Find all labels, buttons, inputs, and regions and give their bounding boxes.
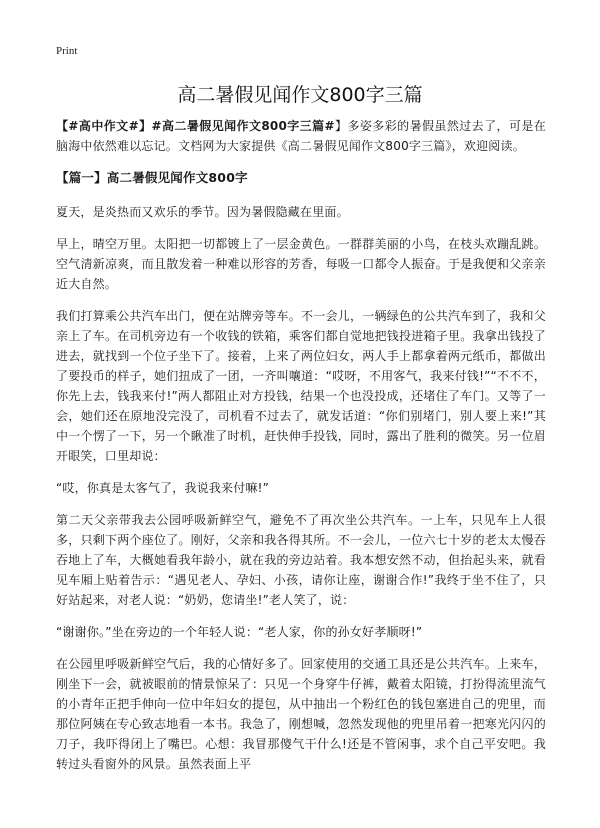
- paragraph: 夏天，是炎热而又欢乐的季节。因为暑假隐藏在里面。: [56, 205, 349, 219]
- intro-tag: 【#高中作文#】: [56, 119, 152, 133]
- intro-text: 】多姿多彩的暑假虽然过去了，可是在脑海中依然难以忘记。文档网为大家提供《高二暑假见闻作文800字三篇》，欢迎阅读。: [56, 119, 547, 153]
- paragraph: 第二天父亲带我去公园呼吸新鲜空气，避免不了再次坐公共汽车。一上车，只见车上人很多，只剩下两个座位了。刚好，父亲和我各得其所。不一会儿，一位六七十岁的老太太慢吞吞地上了车，大概她看我年龄小，就在我的旁边站着。我本想安然不动，但抬起头来，就看见车厢上贴着告示：“遇见老人、孕妇、小孩，请你让座，谢谢合作!”我终于坐不住了，只好站起来，对老人说：“奶奶，您请坐!”老人笑了，说：: [56, 513, 546, 607]
- print-label: Print: [56, 45, 78, 57]
- document-title: 高二暑假见闻作文800字三篇: [177, 84, 423, 106]
- paragraph: 早上，晴空万里。太阳把一切都镀上了一层金黄色。一群群美丽的小鸟，在枝头欢蹦乱跳。空气清新凉爽，而且散发着一种难以形容的芳香，每吸一口都令人振奋。于是我便和父亲亲近大自然。: [56, 237, 546, 291]
- intro-paragraph: [56, 116, 546, 156]
- paragraph: “谢谢你。”坐在旁边的一个年轻人说：“老人家，你的孙女好孝顺呀!”: [56, 625, 423, 639]
- paragraph: “哎，你真是太客气了，我说我来付嘛!”: [56, 481, 270, 495]
- paragraph: 在公园里呼吸新鲜空气后，我的心情好多了。回家使用的交通工具还是公共汽车。上来车，刚坐下一会，就被眼前的情景惊呆了：只见一个身穿牛仔裤，戴着太阳镜，打扮得流里流气的小青年正把手伸向一位中年妇女的提包，从中抽出一个粉红色的钱包塞进自己的兜里，而那位阿姨在专心致志地看一本书。我急了，刚想喊，忽然发现他的兜里吊着一把寒光闪闪的刀子，我吓得闭上了嘴巴。心想：我冒那傻气干什么!还是不管闲事，求个自己平安吧。我转过头看窗外的风景。虽然表面上平: [56, 657, 546, 771]
- document-body: [56, 116, 546, 774]
- section-heading: 【篇一】高二暑假见闻作文800字: [56, 170, 248, 185]
- paragraph: 我们打算乘公共汽车出门，便在站牌旁等车。不一会儿，一辆绿色的公共汽车到了，我和父亲上了车。在司机旁边有一个收钱的铁箱，乘客们都自觉地把钱投进箱子里。我拿出钱投了进去，就找到一个位子坐下了。接着，上来了两位妇女，两人手上都拿着两元纸币，都做出了要投币的样子，她们扭成了一团，一齐叫嚷道：“哎呀，不用客气，我来付钱!”“不不不，你先上去，钱我来付!”两人都阻止对方投钱，结果一个也没投成，还堵住了车门。又等了一会，她们还在原地没完没了，司机看不过去了，就发话道：“你们别堵门，别人要上来!”其中一个愣了一下，另一个瞅准了时机，赶快伸手投钱，同时，露出了胜利的微笑。另一位眉开眼笑，口里却说：: [56, 309, 546, 463]
- intro-link[interactable]: #高二暑假见闻作文800字三篇#: [151, 119, 335, 133]
